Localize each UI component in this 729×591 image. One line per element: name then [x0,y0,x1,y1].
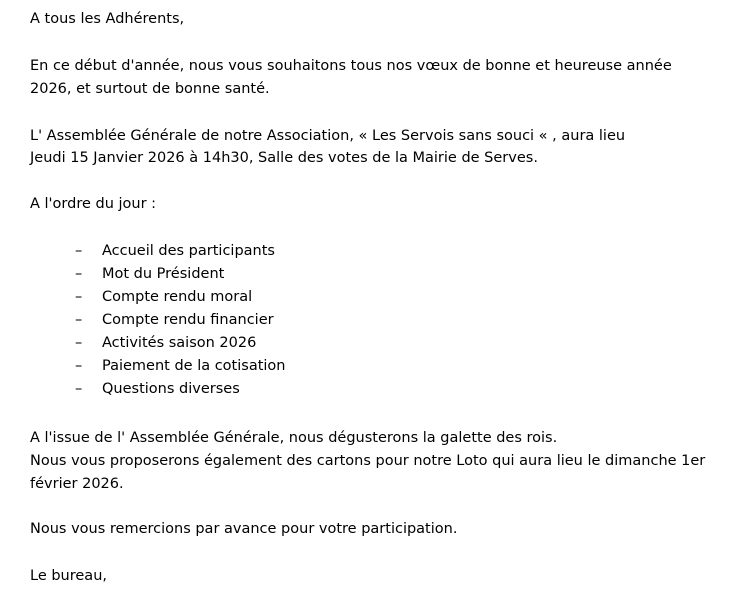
after-meeting-line-1: A l'issue de l' Assemblée Générale, nous dégusterons la galette des rois. [30,430,558,446]
agenda-dash: – [75,312,83,328]
agenda-item [0,355,729,377]
agenda-dash: – [75,335,83,351]
wishes-line-2: 2026, et surtout de bonne santé. [30,81,270,97]
agenda-item [0,286,729,308]
agenda-item [0,263,729,285]
meeting-line-1: L' Assemblée Générale de notre Association, « Les Servois sans souci « , aura lieu [30,128,626,144]
signature: Le bureau, [30,568,107,584]
agenda-dash: – [75,266,83,282]
agenda-item-text: Activités saison 2026 [102,335,257,351]
agenda-item-text: Accueil des participants [102,243,275,259]
agenda-item-text: Compte rendu financier [102,312,274,328]
agenda-item [0,378,729,400]
wishes-line-1: En ce début d'année, nous vous souhaitons tous nos vœux de bonne et heureuse année [30,58,672,74]
thanks-line: Nous vous remercions par avance pour votre participation. [30,521,458,537]
agenda-dash: – [75,243,83,259]
agenda-item-text: Mot du Président [102,266,225,282]
agenda-intro: A l'ordre du jour : [30,196,157,212]
agenda-item [0,332,729,354]
agenda-item-text: Questions diverses [102,381,240,397]
after-meeting-line-2: Nous vous proposerons également des cartons pour notre Loto qui aura lieu le dimanche 1er [30,453,706,469]
agenda-dash: – [75,358,83,374]
greeting: A tous les Adhérents, [30,11,185,27]
agenda-item-text: Compte rendu moral [102,289,253,305]
agenda-dash: – [75,289,83,305]
after-meeting-line-3: février 2026. [30,476,124,492]
meeting-line-2: Jeudi 15 Janvier 2026 à 14h30, Salle des votes de la Mairie de Serves. [30,150,538,166]
agenda-item [0,309,729,331]
agenda-item [0,240,729,262]
agenda-dash: – [75,381,83,397]
agenda-list [0,240,729,410]
agenda-item-text: Paiement de la cotisation [102,358,286,374]
